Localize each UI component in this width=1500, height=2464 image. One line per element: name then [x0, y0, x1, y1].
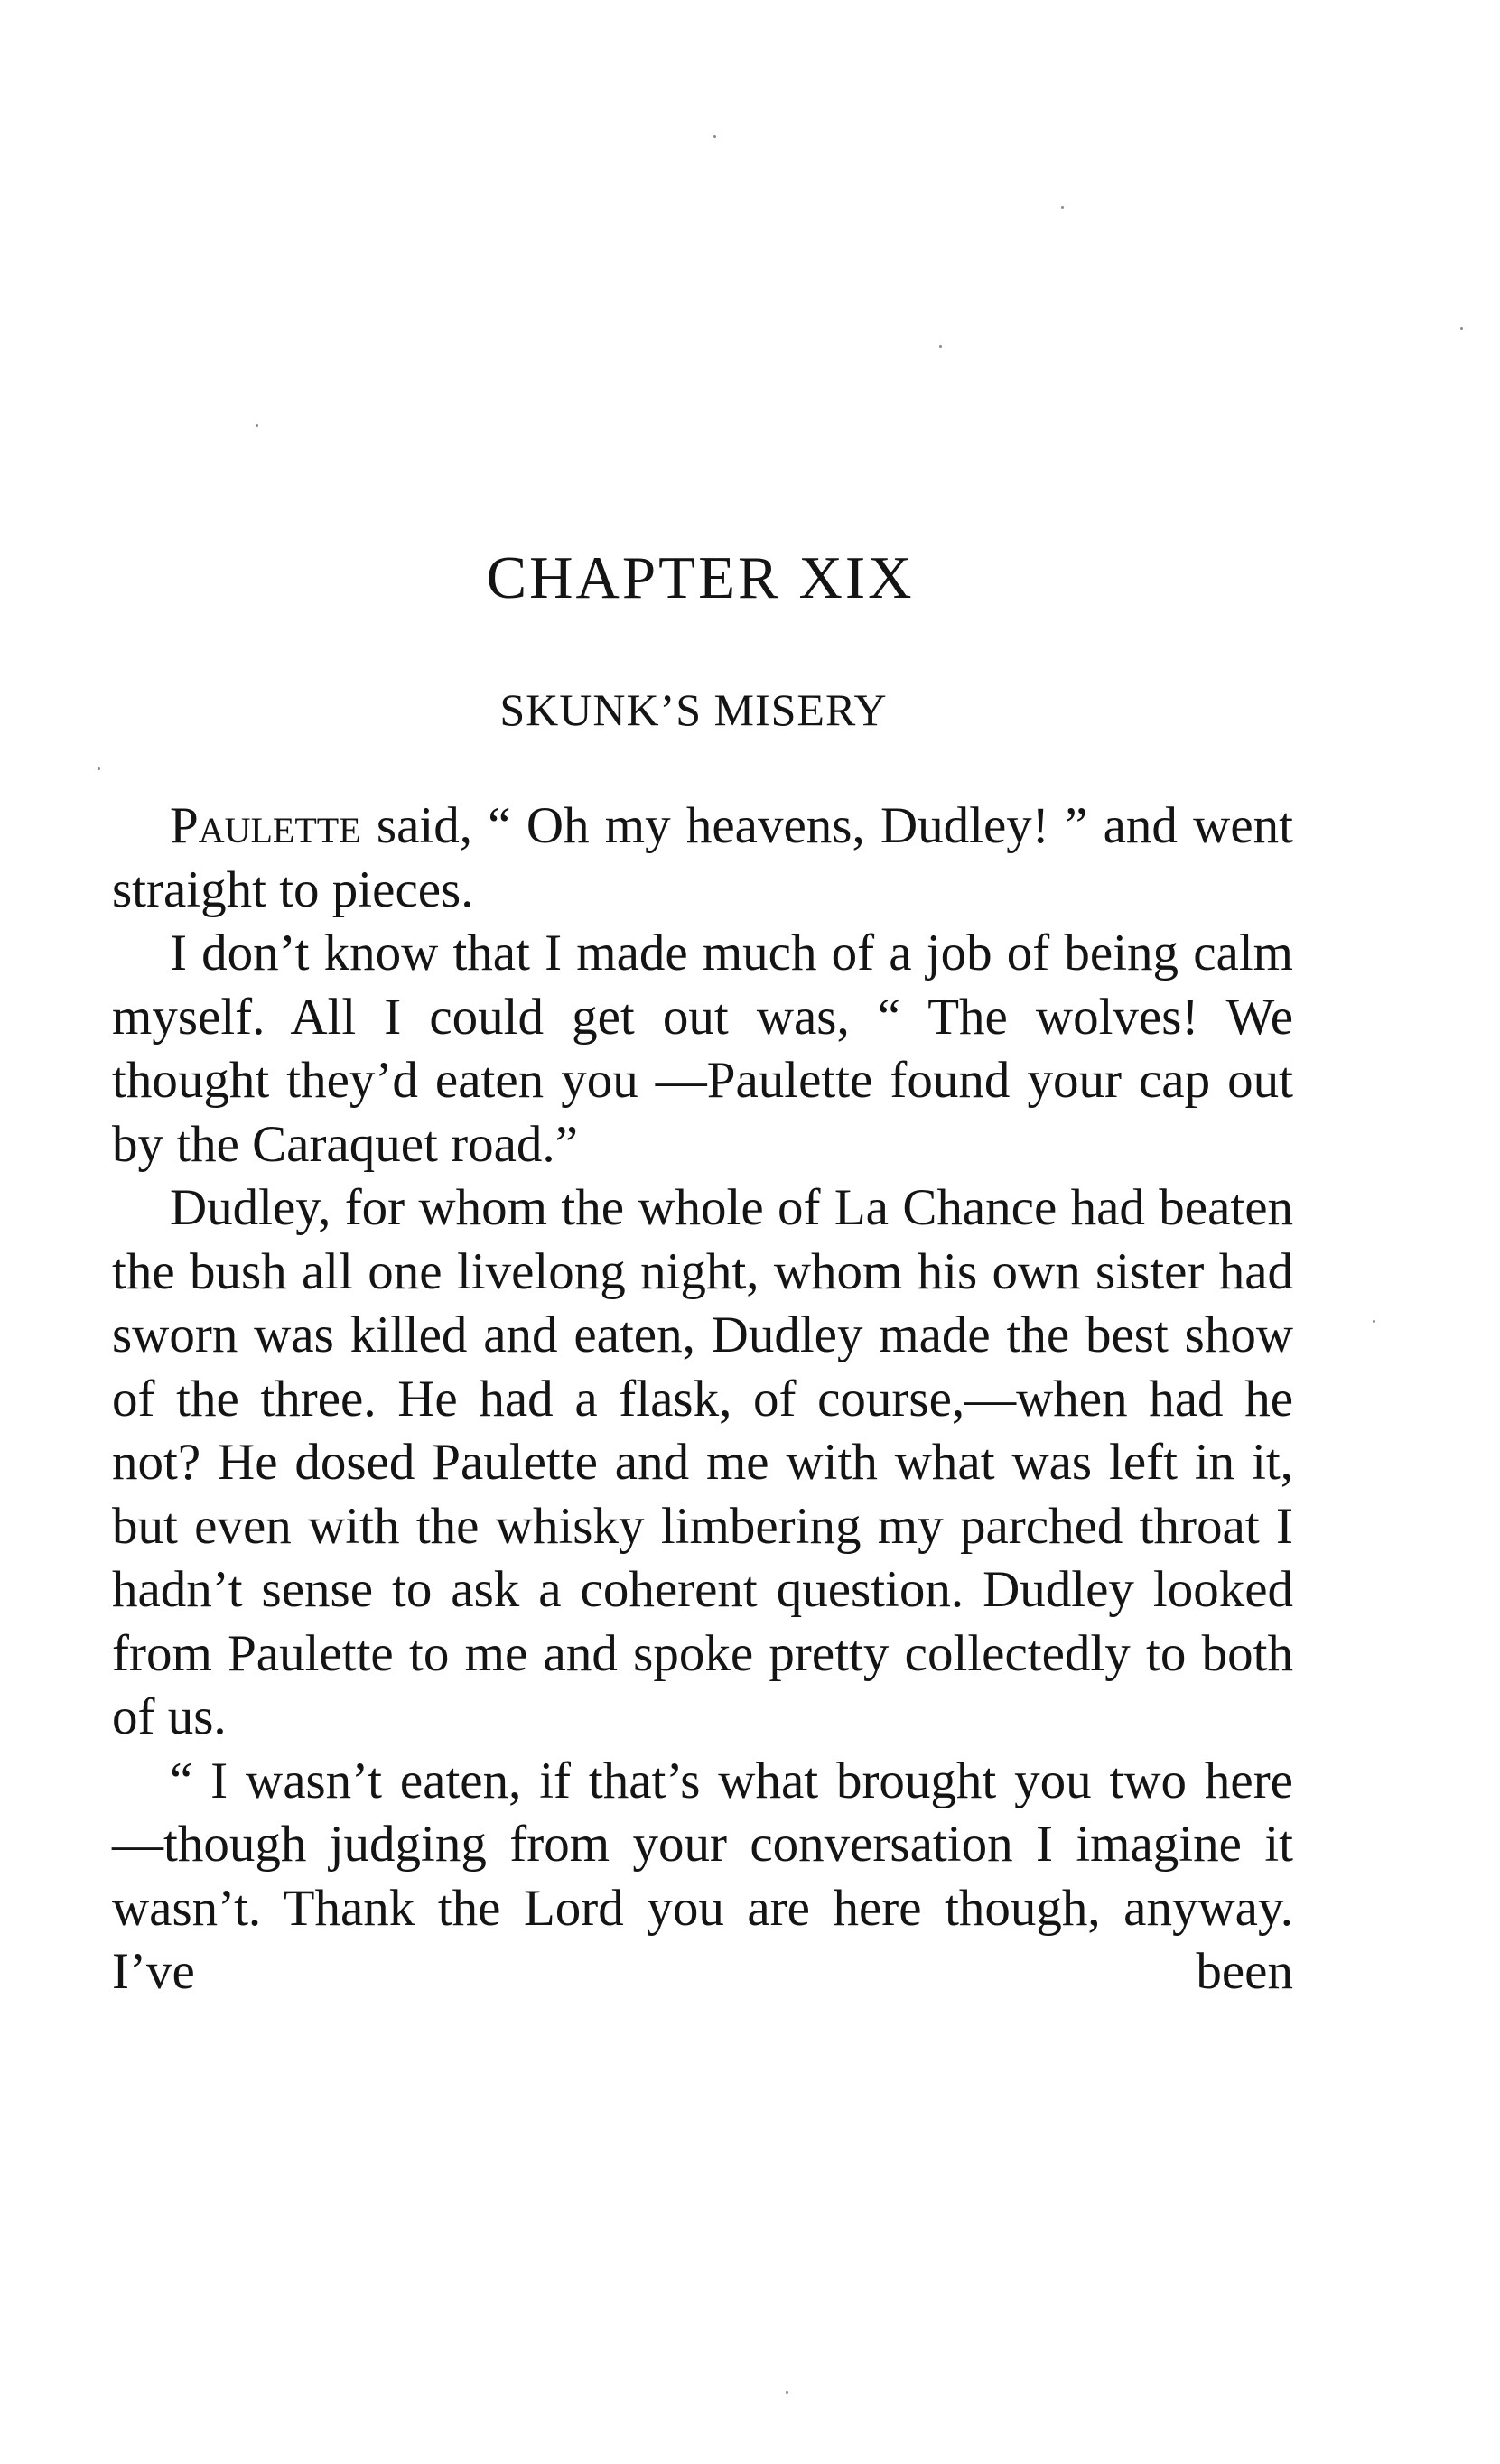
print-speck — [1373, 1320, 1375, 1323]
chapter-subtitle: SKUNK’S MISERY — [499, 684, 888, 735]
paragraph-text: Dudley, for whom the whole of La Chance had beaten the bush all one livelong night, whom his own sister had sworn was killed and eaten, Dudley made the best show of the three. He had a flask, of course,—when had he not? He dosed Paulette and me with what was left in it, but even with the whisky limbering my parched throat I hadn’t sense to ask a coherent question. Dudley looked from Paulette to me and spoke pretty collectedly to both of us. — [112, 1179, 1293, 1745]
print-speck — [713, 135, 716, 138]
paragraph-lead-word: Paulette — [170, 797, 361, 854]
chapter-title: CHAPTER XIX — [486, 544, 915, 611]
print-speck — [98, 767, 100, 770]
print-speck — [786, 2391, 788, 2394]
print-speck — [939, 345, 942, 348]
paragraph-text: said, “ Oh my heavens, Dudley! ” and went straight to pieces. — [112, 797, 1293, 918]
paragraph — [112, 922, 1293, 1176]
paragraph — [112, 1750, 1293, 2004]
paragraph-text: I don’t know that I made much of a job of being calm myself. All I could get out was, “ The wolves! We thought they’d eaten you —Paulette found your cap out by the Caraquet road.” — [112, 925, 1293, 1173]
body-text — [112, 795, 1293, 2004]
paragraph — [112, 1176, 1293, 1750]
paragraph-text: “ I wasn’t eaten, if that’s what brought you two here—though judging from your conversation I imagine it wasn’t. Thank the Lord you are here though, anyway. I’ve been — [112, 1752, 1293, 2000]
paragraph — [112, 795, 1293, 922]
print-speck — [1061, 206, 1064, 209]
print-speck — [256, 424, 258, 427]
print-speck — [1460, 327, 1463, 330]
